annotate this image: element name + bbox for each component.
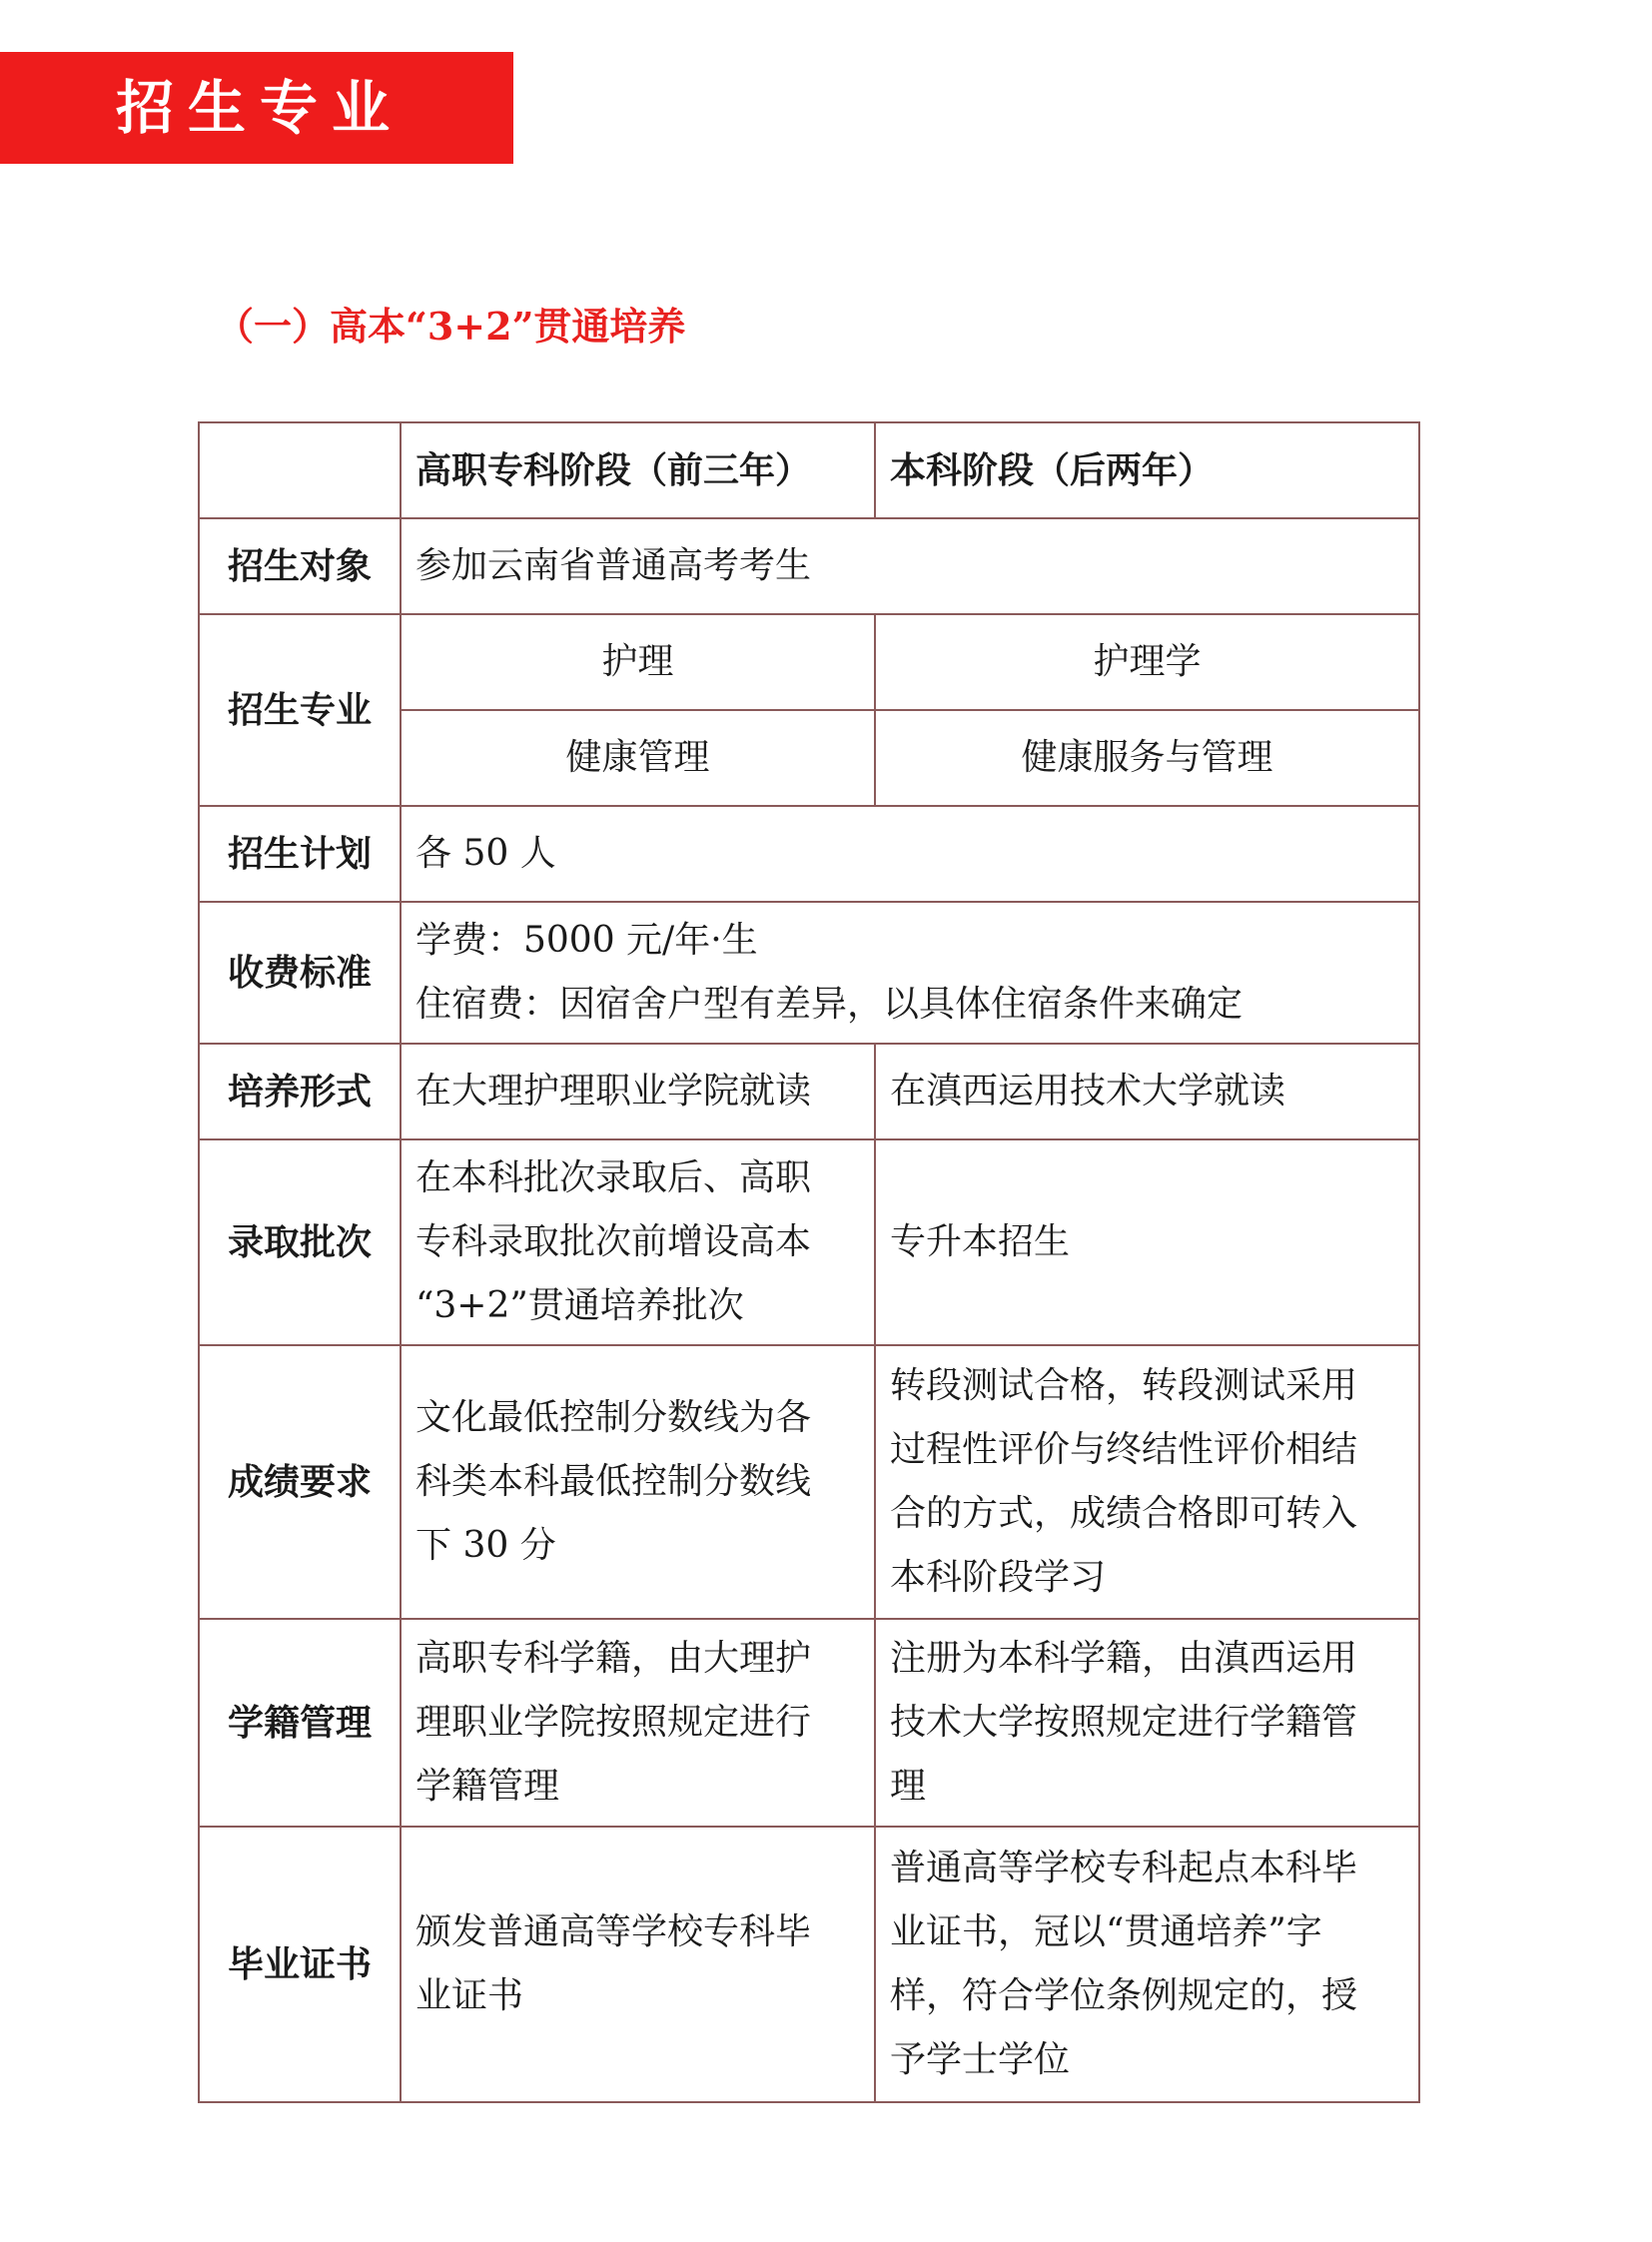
cell-line: 样，符合学位条例规定的，授 bbox=[890, 1975, 1358, 2016]
row-label: 招生计划 bbox=[199, 806, 401, 902]
row-label: 录取批次 bbox=[199, 1139, 401, 1345]
major-university-2: 健康服务与管理 bbox=[875, 710, 1419, 806]
table-row-enrollment-target bbox=[199, 518, 1419, 614]
major-college-2: 健康管理 bbox=[401, 710, 875, 806]
table-row-scores bbox=[199, 1345, 1419, 1619]
row-label: 招生专业 bbox=[199, 614, 401, 806]
banner-title: 招生专业 bbox=[116, 74, 405, 142]
cell-line: 科类本科最低控制分数线 bbox=[415, 1461, 812, 1502]
header-university-stage: 本科阶段（后两年） bbox=[875, 422, 1419, 518]
cell-line: 文化最低控制分数线为各 bbox=[415, 1397, 812, 1438]
row-label: 学籍管理 bbox=[199, 1619, 401, 1827]
cell-line: 理 bbox=[890, 1766, 927, 1807]
fees-value bbox=[401, 902, 1419, 1044]
table-header-row bbox=[199, 422, 1419, 518]
fees-tuition: 学费：5000 元/年·生 bbox=[415, 920, 758, 961]
table-row-majors-1 bbox=[199, 614, 1419, 710]
row-label: 收费标准 bbox=[199, 902, 401, 1044]
row-label: 培养形式 bbox=[199, 1044, 401, 1139]
row-label: 成绩要求 bbox=[199, 1345, 401, 1619]
cell-line: 合的方式，成绩合格即可转入 bbox=[890, 1493, 1358, 1534]
cell-line: 专科录取批次前增设高本 bbox=[415, 1221, 812, 1262]
scores-university bbox=[875, 1345, 1419, 1619]
table-row-status bbox=[199, 1619, 1419, 1827]
plan-value: 各 50 人 bbox=[401, 806, 1419, 902]
cell-line: 普通高等学校专科起点本科毕 bbox=[890, 1848, 1358, 1888]
table-row-certificate bbox=[199, 1827, 1419, 2102]
page-banner bbox=[0, 52, 513, 164]
scores-college bbox=[401, 1345, 875, 1619]
enrollment-target-value: 参加云南省普通高考考生 bbox=[401, 518, 1419, 614]
cell-line: 转段测试合格，转段测试采用 bbox=[890, 1365, 1358, 1406]
major-university-1: 护理学 bbox=[875, 614, 1419, 710]
section-title: （一）高本“3+2”贯通培养 bbox=[216, 304, 686, 349]
table-row-plan bbox=[199, 806, 1419, 902]
table-row-format bbox=[199, 1044, 1419, 1139]
table-row-batch bbox=[199, 1139, 1419, 1345]
cell-line: 予学士学位 bbox=[890, 2039, 1071, 2080]
cell-line: 学籍管理 bbox=[415, 1766, 560, 1807]
cell-line: 颁发普通高等学校专科毕 bbox=[415, 1911, 812, 1952]
major-college-1: 护理 bbox=[401, 614, 875, 710]
cell-line: 在本科批次录取后、高职 bbox=[415, 1157, 812, 1198]
cell-line: 注册为本科学籍，由滇西运用 bbox=[890, 1638, 1358, 1679]
cell-line: “3+2”贯通培养批次 bbox=[415, 1285, 744, 1326]
batch-university: 专升本招生 bbox=[875, 1139, 1419, 1345]
certificate-university bbox=[875, 1827, 1419, 2102]
batch-college bbox=[401, 1139, 875, 1345]
table-row-fees bbox=[199, 902, 1419, 1044]
cell-line: 理职业学院按照规定进行 bbox=[415, 1702, 812, 1743]
fees-accommodation: 住宿费：因宿舍户型有差异，以具体住宿条件来确定 bbox=[415, 984, 1243, 1025]
row-label: 招生对象 bbox=[199, 518, 401, 614]
status-college bbox=[401, 1619, 875, 1827]
cell-line: 业证书，冠以“贯通培养”字 bbox=[890, 1911, 1322, 1952]
status-university bbox=[875, 1619, 1419, 1827]
cell-line: 本科阶段学习 bbox=[890, 1557, 1107, 1598]
cell-line: 高职专科学籍，由大理护 bbox=[415, 1638, 812, 1679]
row-label: 毕业证书 bbox=[199, 1827, 401, 2102]
corner-cell bbox=[199, 422, 401, 518]
cell-line: 业证书 bbox=[415, 1975, 524, 2016]
format-college: 在大理护理职业学院就读 bbox=[401, 1044, 875, 1139]
cell-line: 下 30 分 bbox=[415, 1525, 556, 1566]
cell-line: 技术大学按照规定进行学籍管 bbox=[890, 1702, 1358, 1743]
header-college-stage: 高职专科阶段（前三年） bbox=[401, 422, 875, 518]
cell-line: 过程性评价与终结性评价相结 bbox=[890, 1429, 1358, 1470]
program-table bbox=[198, 421, 1420, 2103]
certificate-college bbox=[401, 1827, 875, 2102]
format-university: 在滇西运用技术大学就读 bbox=[875, 1044, 1419, 1139]
